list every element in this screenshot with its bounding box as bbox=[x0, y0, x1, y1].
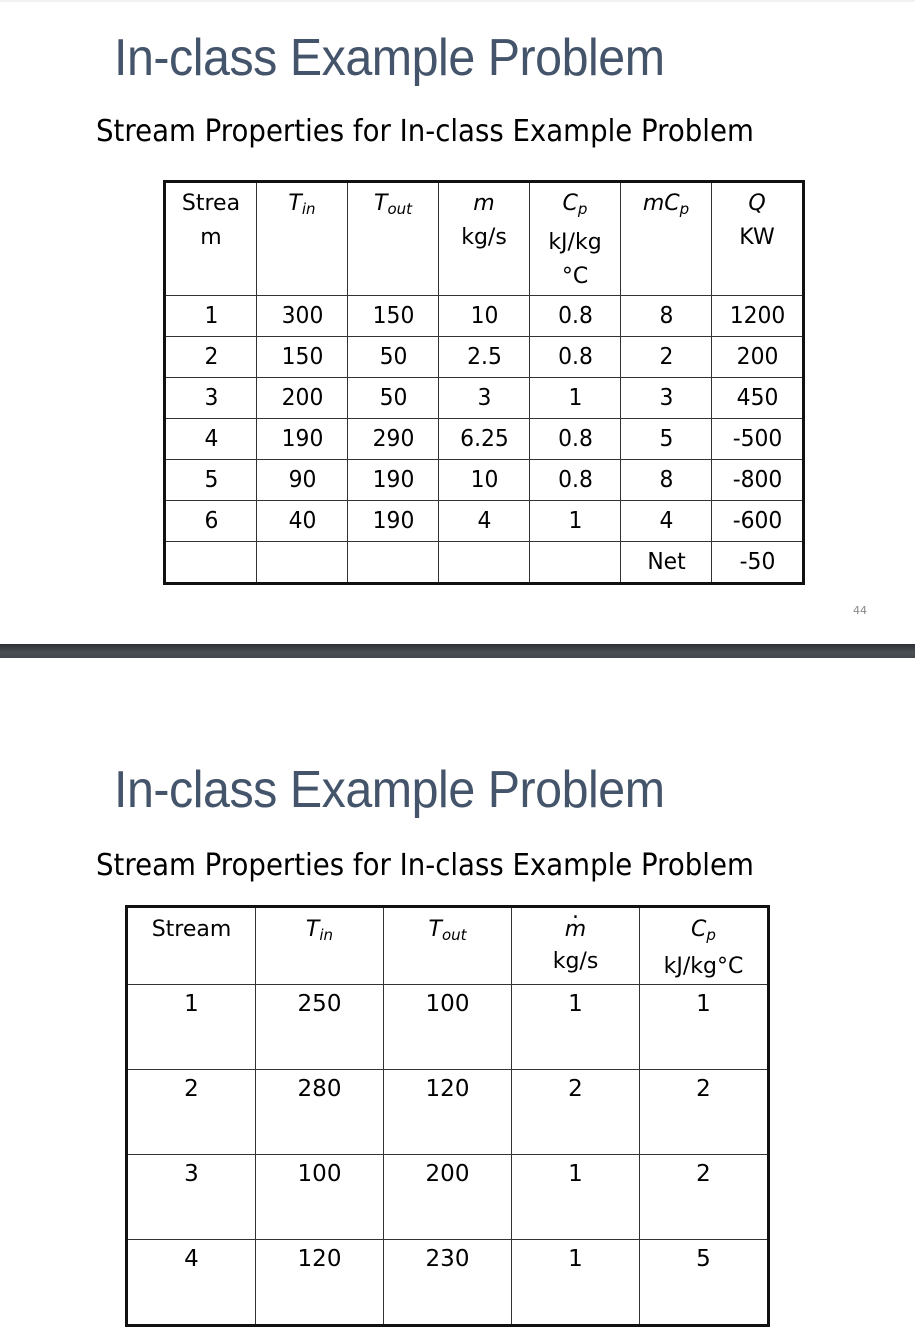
table-row: 5 90 190 10 0.8 8 -800 bbox=[165, 460, 804, 501]
header-stream: Stream bbox=[127, 907, 256, 985]
slide-title: In-class Example Problem bbox=[114, 761, 665, 819]
net-value: -50 bbox=[714, 542, 801, 584]
net-label: Net bbox=[623, 542, 709, 584]
stream-properties-table bbox=[163, 180, 805, 585]
slide-44 bbox=[0, 0, 915, 644]
net-total-row bbox=[165, 542, 804, 584]
table-row: 1 250 100 1 1 bbox=[127, 985, 769, 1070]
table-header-row bbox=[127, 907, 769, 985]
header-cp: $C_p$ kJ/kg°C bbox=[640, 907, 769, 985]
header-t-in: $T_{in}$ bbox=[257, 182, 348, 296]
page-number: 44 bbox=[853, 604, 867, 617]
header-mass-flow: m kg/s bbox=[439, 182, 530, 296]
table-row: 4 120 230 1 5 bbox=[127, 1240, 769, 1326]
slide-subtitle: Stream Properties for In-class Example Problem bbox=[96, 114, 754, 149]
header-q: Q KW bbox=[712, 182, 804, 296]
table-row: 4 190 290 6.25 0.8 5 -500 bbox=[165, 419, 804, 460]
header-t-out: $T_{out}$ bbox=[384, 907, 512, 985]
slide-separator bbox=[0, 644, 915, 658]
stream-properties-table-2 bbox=[125, 905, 770, 1327]
header-cp: $C_p$ kJ/kg °C bbox=[530, 182, 621, 296]
header-mass-flow-rate: . m kg/s bbox=[512, 907, 640, 985]
header-t-out: $T_{out}$ bbox=[348, 182, 439, 296]
table-header-row bbox=[165, 182, 804, 296]
table-row: 3 200 50 3 1 3 450 bbox=[165, 378, 804, 419]
header-t-in: $T_{in}$ bbox=[256, 907, 384, 985]
table-row: 2 150 50 2.5 0.8 2 200 bbox=[165, 337, 804, 378]
table-row: 1 300 150 10 0.8 8 1200 bbox=[165, 296, 804, 337]
header-stream: Strea m bbox=[165, 182, 257, 296]
slide-title: In-class Example Problem bbox=[114, 29, 665, 87]
table-row: 6 40 190 4 1 4 -600 bbox=[165, 501, 804, 542]
divider bbox=[0, 0, 915, 2]
slide-subtitle: Stream Properties for In-class Example Problem bbox=[96, 848, 754, 883]
table-row: 3 100 200 1 2 bbox=[127, 1155, 769, 1240]
table-row: 2 280 120 2 2 bbox=[127, 1070, 769, 1155]
header-mcp: $mC_p$ bbox=[621, 182, 712, 296]
